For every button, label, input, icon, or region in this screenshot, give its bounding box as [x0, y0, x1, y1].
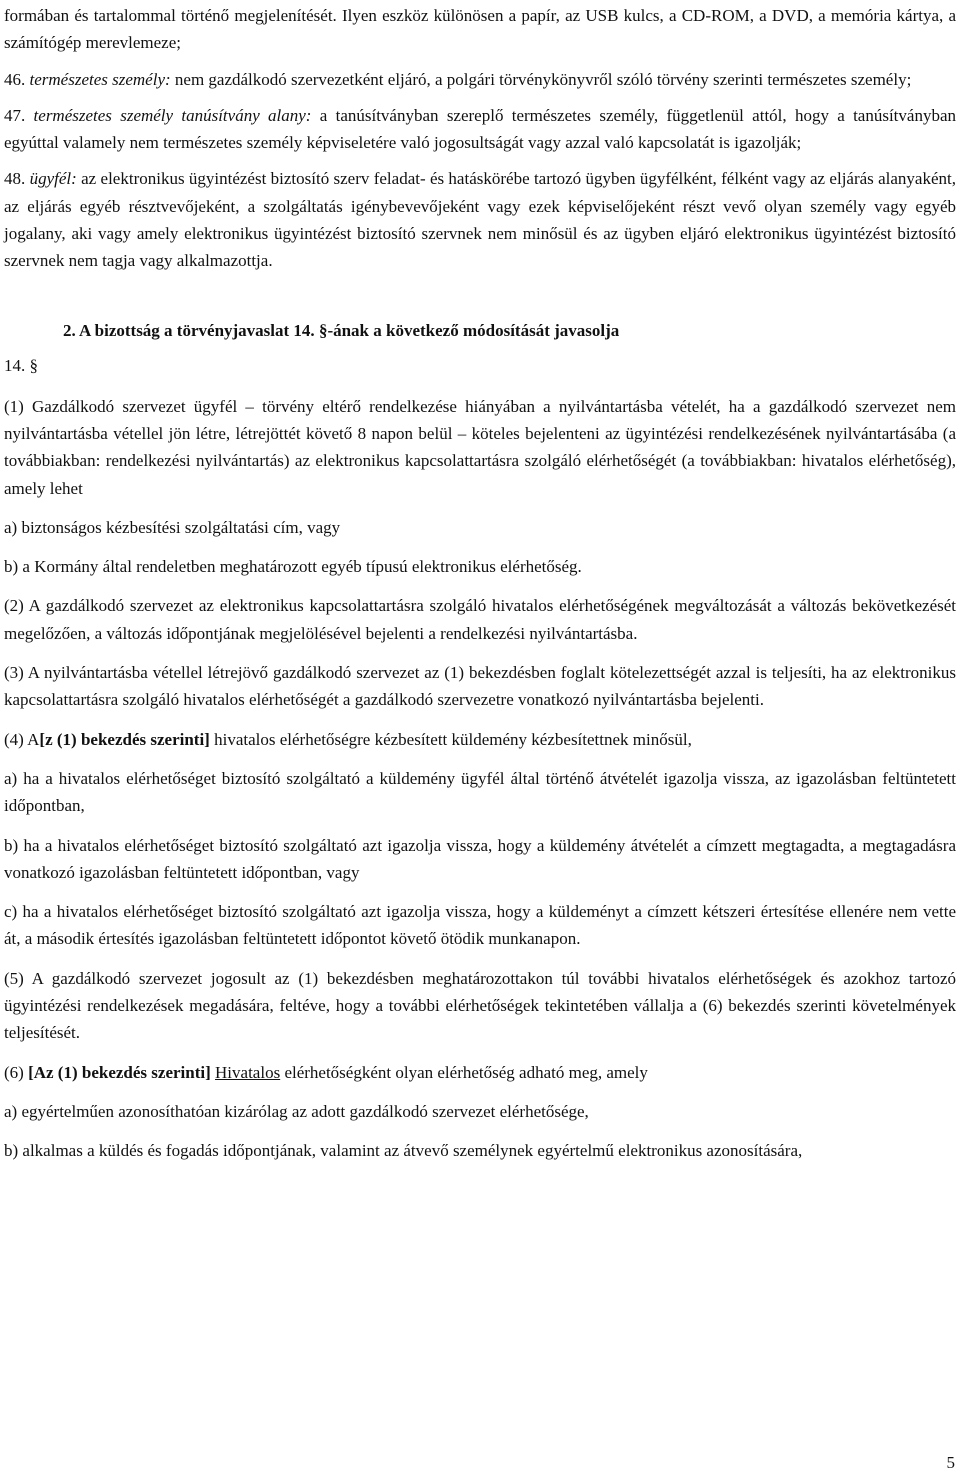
paragraph-4-post: hivatalos elérhetőségre kézbesített küldemény kézbesítettnek minősül,	[209, 729, 692, 749]
deleted-text: [z (1) bekezdés szerinti]	[39, 729, 210, 749]
paragraph-4b: b) ha a hivatalos elérhetőséget biztosító szolgáltató azt igazolja vissza, hogy a küldemény átvételét a címzett megtagadta, a megtagadásra vonatkozó igazolásban feltüntetett időpontban, vagy	[4, 835, 956, 882]
definition-term: természetes személy tanúsítvány alany:	[33, 105, 312, 125]
definition-number: 48.	[4, 169, 26, 189]
paragraph-5: (5) A gazdálkodó szervezet jogosult az (1) bekezdésben meghatározottakon túl további hivatalos elérhetőségek és azokhoz tartozó ügyintézési rendelkezések megadására, feltéve, hogy a további elérhetőségek tekintetében vállalja a (6) bekezdés szerinti követelmények teljesítését.	[4, 968, 956, 1043]
document-page	[4, 2, 956, 1165]
paragraph-4-pre: (4) A	[4, 729, 40, 749]
page-number: 5	[946, 1453, 955, 1472]
paragraph-4a: a) ha a hivatalos elérhetőséget biztosító szolgáltató a küldemény ügyfél által történő átvételét igazolja vissza, az igazolásban feltüntetett időpontban,	[4, 768, 956, 816]
paragraph-1: (1) Gazdálkodó szervezet ügyfél – törvény eltérő rendelkezése hiányában a nyilvántartásba vételét, ha a gazdálkodó szervezet nem nyilvántartásba vétellel jön létre, létrejöttét követő 8 napon belül – köteles bejelenteni az ügyintézési rendelkezésének nyilvántartásába (a továbbiakban: rendelkezési nyilvántartás) az elektronikus kapcsolattartásra szolgáló elérhetőségét (a továbbiakban: hivatalos elérhetőség), amely lehet	[4, 396, 956, 498]
definition-text: az elektronikus ügyintézést biztosító szerv feladat- és hatáskörébe tartozó ügyben ügyfélként, félként vagy az eljárás alanyaként, az eljárás egyéb résztvevőjeként, a szolgáltatás igénybevevőjeként vagy ezek képviselőjeként részt vevő olyan személy vagy egyéb jogalany, aki vagy amely elektronikus ügyintézést biztosító szervnek nem minősül és az ügyben eljáró elektronikus ügyintézést biztosító szervnek nem tagja vagy alkalmazottja.	[4, 169, 956, 271]
amendment-heading-block	[4, 317, 956, 381]
inserted-text: Hivatalos	[215, 1062, 281, 1082]
definition-48	[4, 165, 956, 274]
section-number-value: 14.	[4, 355, 30, 375]
definition-term: ügyfél:	[29, 169, 77, 189]
deleted-text: [Az (1) bekezdés szerinti]	[28, 1062, 211, 1082]
paragraph-6b: b) alkalmas a küldés és fogadás időpontjának, valamint az átvevő személynek egyértelmű elektronikus azonosítására,	[4, 1141, 803, 1161]
paragraph-4	[4, 726, 956, 753]
heading-suffix: -ának a következő módosítását javasolja	[327, 320, 620, 340]
section-number	[4, 352, 38, 379]
paragraph-6a: a) egyértelműen azonosíthatóan kizárólag az adott gazdálkodó szervezet elérhetősége,	[4, 1101, 589, 1121]
paragraph-3: (3) A nyilvántartásba vétellel létrejövő gazdálkodó szervezet az (1) bekezdésben foglalt kötelezettségét azzal is teljesíti, ha az elektronikus kapcsolattartásra szolgáló hivatalos elérhetőségét a gazdálkodó szervezetre vonatkozó nyilvántartásba bejelenti.	[4, 663, 956, 710]
section-sign: §	[29, 355, 38, 375]
section-sign: §	[318, 320, 328, 340]
paragraph-1a: a) biztonságos kézbesítési szolgáltatási cím, vagy	[4, 517, 341, 537]
paragraph-6-post: elérhetőségként olyan elérhetőség adható meg, amely	[280, 1062, 648, 1082]
paragraph-6-pre: (6)	[4, 1062, 29, 1082]
heading-prefix: 2. A bizottság a törvényjavaslat 14.	[63, 320, 319, 340]
paragraph-4c: c) ha a hivatalos elérhetőséget biztosító szolgáltató azt igazolja vissza, hogy a küldeményt a címzett kétszeri értesítése ellenére nem vette át, a második értesítés igazolásban feltüntetett időpontot követő ötödik munkanapon.	[4, 902, 956, 949]
definition-47	[4, 102, 956, 157]
intro-paragraph: formában és tartalommal történő megjelenítését. Ilyen eszköz különösen a papír, az USB kulcs, a CD-ROM, a DVD, a memória kártya, a számítógép merevlemeze;	[4, 6, 956, 53]
paragraph-6	[4, 1059, 956, 1086]
paragraph-2: (2) A gazdálkodó szervezet az elektronikus kapcsolattartásra szolgáló hivatalos elérhetőségének megváltozását a változás bekövetkezését megelőzően, a változás időpontjának megjelölésével bejelenti a rendelkezési nyilvántartásba.	[4, 596, 956, 643]
amendment-heading	[63, 317, 619, 344]
definition-text: a tanúsítványban szereplő természetes személy, függetlenül attól, hogy a tanúsítványban egyúttal valamely nem természetes személy képviseletére való jogosultságát vagy azzal való kapcsolatát is igazolják;	[4, 105, 956, 153]
definition-term: természetes személy:	[29, 69, 171, 89]
definition-number: 46.	[4, 69, 26, 89]
definition-text: nem gazdálkodó szervezetként eljáró, a polgári törvénykönyvről szóló törvény szerinti természetes személy;	[170, 69, 912, 89]
definition-46	[4, 66, 956, 93]
paragraph-1b: b) a Kormány által rendeletben meghatározott egyéb típusú elektronikus elérhetőség.	[4, 557, 582, 577]
definition-number: 47.	[4, 105, 26, 125]
